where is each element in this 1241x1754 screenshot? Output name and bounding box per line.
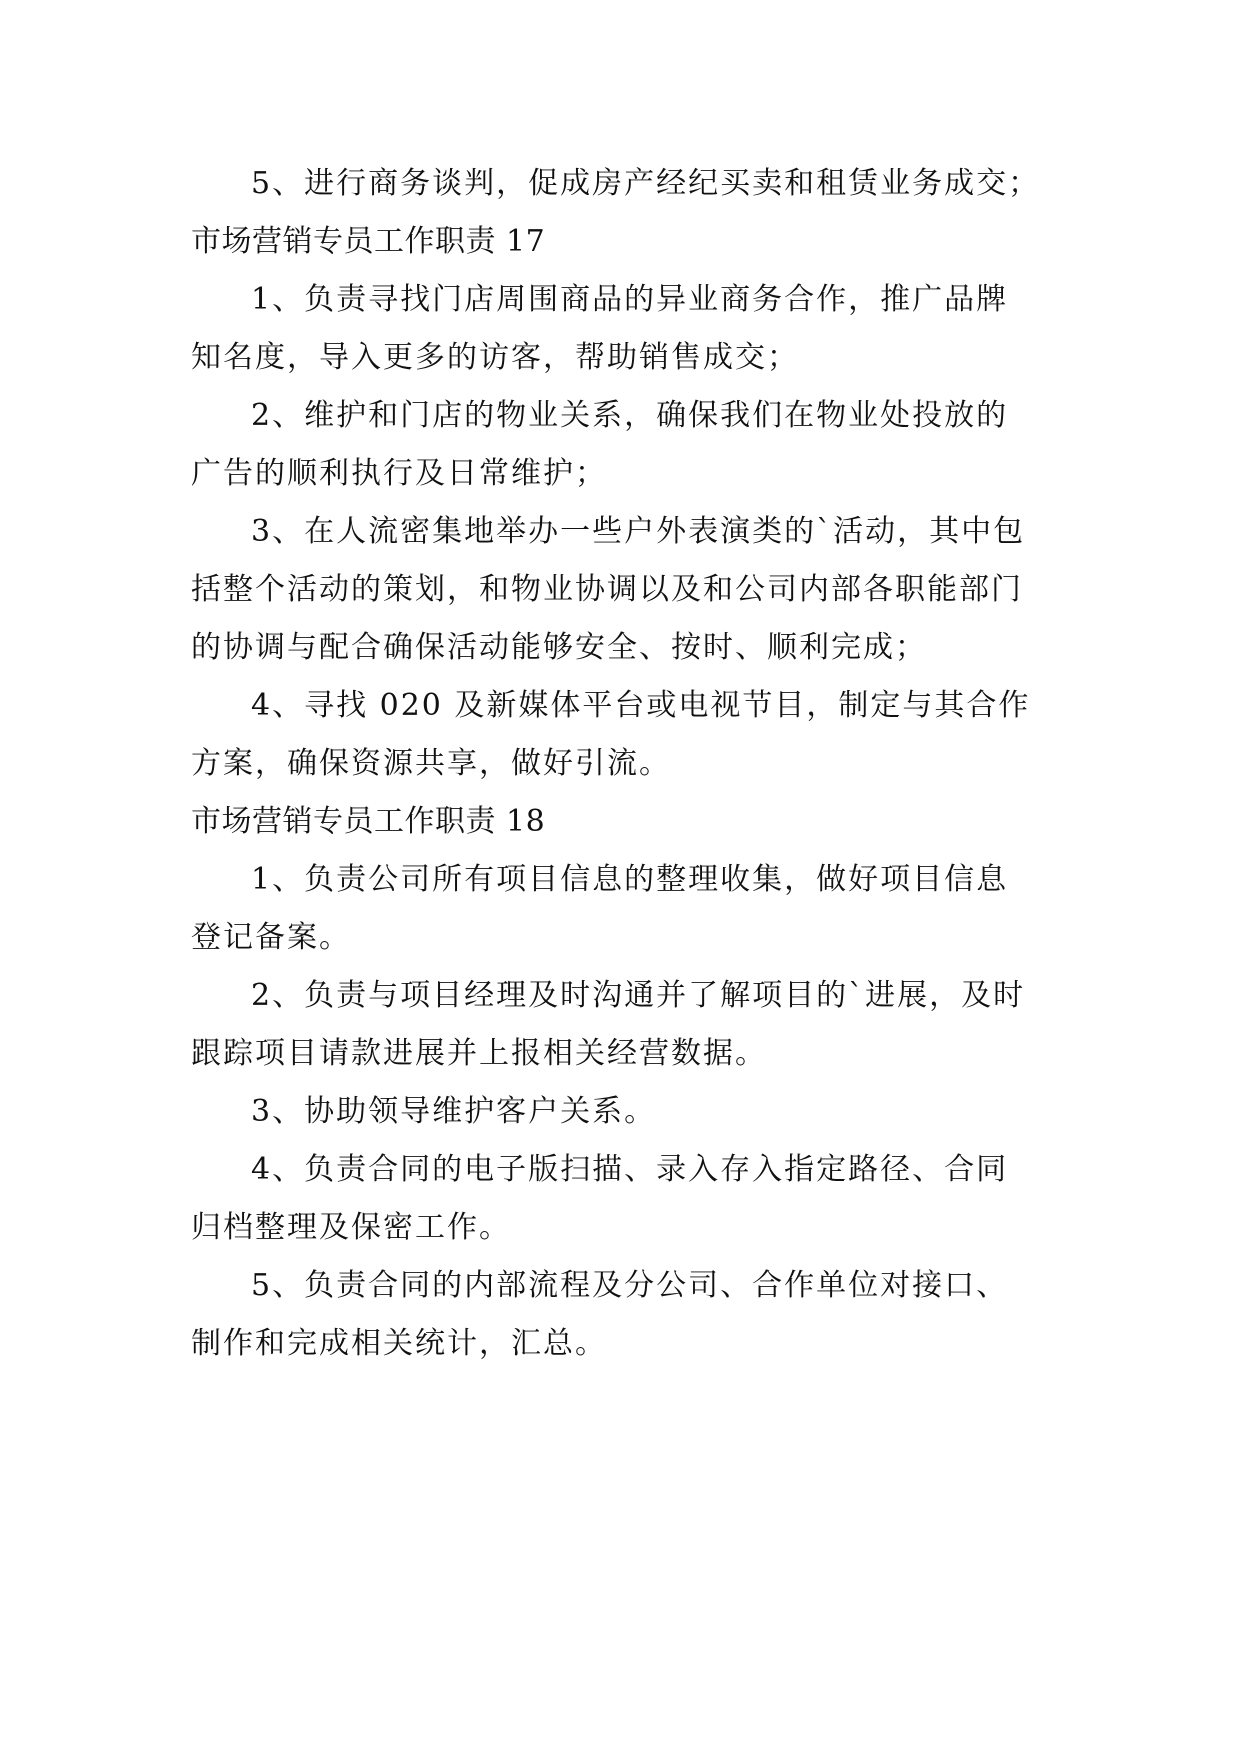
paragraph-line: 的协调与配合确保活动能够安全、按时、顺利完成； [191,630,927,665]
paragraph-line: 4、负责合同的电子版扫描、录入存入指定路径、合同 [251,1152,1009,1187]
paragraph-line: 登记备案。 [191,920,351,955]
paragraph-line: 1、负责公司所有项目信息的整理收集，做好项目信息 [251,862,1009,897]
paragraph-line: 5、负责合同的内部流程及分公司、合作单位对接口、 [251,1268,1009,1303]
paragraph-line: 1、负责寻找门店周围商品的异业商务合作，推广品牌 [251,282,1009,317]
paragraph-line: 3、协助领导维护客户关系。 [251,1094,657,1129]
paragraph-line: 归档整理及保密工作。 [191,1210,511,1245]
document-body [191,155,1051,1373]
paragraph-line: 5、进行商务谈判，促成房产经纪买卖和租赁业务成交； [251,166,1041,201]
paragraph-line: 广告的顺利执行及日常维护； [191,456,607,491]
paragraph-line: 括整个活动的策划，和物业协调以及和公司内部各职能部门 [191,572,1023,607]
paragraph-line: 制作和完成相关统计，汇总。 [191,1326,607,1361]
paragraph-line: 跟踪项目请款进展并上报相关经营数据。 [191,1036,767,1071]
paragraph-line: 知名度，导入更多的访客，帮助销售成交； [191,340,799,375]
paragraph-line: 方案，确保资源共享，做好引流。 [191,746,671,781]
paragraph-line: 4、寻找 020 及新媒体平台或电视节目，制定与其合作 [251,688,1031,723]
paragraph-line: 3、在人流密集地举办一些户外表演类的`活动，其中包 [251,514,1026,549]
paragraph-line: 2、维护和门店的物业关系，确保我们在物业处投放的 [251,398,1009,433]
paragraph-line: 2、负责与项目经理及时沟通并了解项目的`进展，及时 [251,978,1026,1013]
section-heading: 市场营销专员工作职责 18 [191,804,546,839]
section-heading: 市场营销专员工作职责 17 [191,224,546,259]
